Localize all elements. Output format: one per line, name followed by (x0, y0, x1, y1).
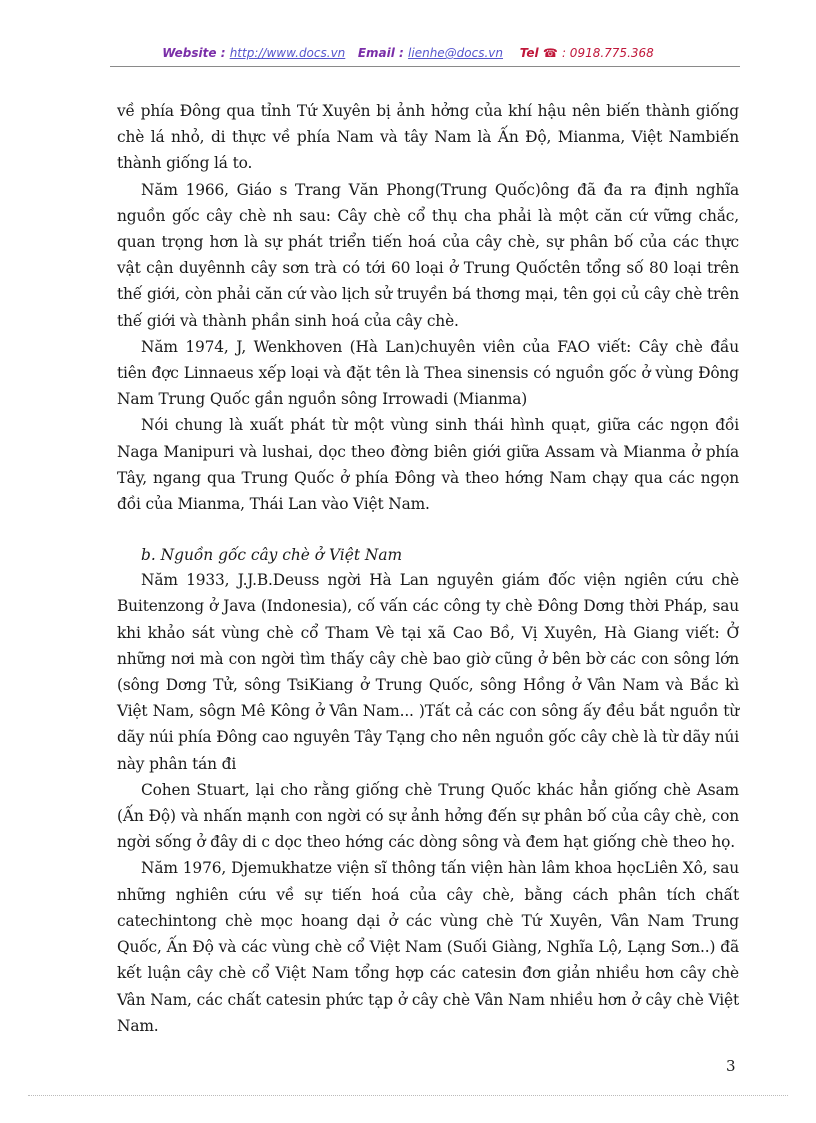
email-link[interactable]: lienhe@docs.vn (408, 46, 504, 60)
document-body (117, 98, 739, 1039)
paragraph-2: Năm 1966, Giáo s Trang Văn Phong(Trung Quốc)ông đã đa ra định nghĩa nguồn gốc cây chè nh sau: Cây chè cổ thụ cha phải là một căn cứ vững chắc, quan trọng hơn là sự phát triển tiến hoá của cây chè, sự phân bố của các thực vật cận duyênnh cây sơn trà có tới 60 loại ở Trung Quốctên tổng số 80 loại trên thế giới, còn phải căn cứ vào lịch sử truyền bá thơng mại, tên gọi củ cây chè trên thế giới và thành phần sinh hoá của cây chè. (117, 180, 739, 330)
section-heading: b. Nguồn gốc cây chè ở Việt Nam (141, 546, 403, 565)
website-label: Website : (162, 46, 226, 60)
paragraph-3: Năm 1974, J, Wenkhoven (Hà Lan)chuyên viên của FAO viết: Cây chè đầu tiên đợc Linnaeus xếp loại và đặt tên là Thea sinensis có nguồn gốc ở vùng Đông Nam Trung Quốc gần nguồn sông Irrowadi (Mianma) (117, 337, 739, 409)
header-divider (110, 66, 740, 67)
paragraph-7: Năm 1976, Djemukhatze viện sĩ thông tấn viện hàn lâm khoa họcLiên Xô, sau những nghiên cứu về sự tiến hoá của cây chè, bằng cách phân tích chất catechintong chè mọc hoang dại ở các vùng chè Tứ Xuyên, Vân Nam Trung Quốc, Ấn Độ và các vùng chè cổ Việt Nam (Suối Giàng, Nghĩa Lộ, Lạng Sơn..) đã kết luận cây chè cổ Việt Nam tổng hợp các catesin đơn giản nhiều hơn cây chè Vân Nam, các chất catesin phức tạp ở cây chè Vân Nam nhiều hơn ở cây chè Việt Nam. (117, 859, 739, 1035)
tel-value: : 0918.775.368 (561, 46, 654, 60)
paragraph-6: Cohen Stuart, lại cho rằng giống chè Trung Quốc khác hẳn giống chè Asam (Ấn Độ) và nhấn mạnh con ngời có sự ảnh hởng đến sự phân bố của cây chè, con ngời sống ở đây di c dọc theo hớng các dòng sông và đem hạt giống chè theo họ. (117, 780, 739, 852)
email-label: Email : (357, 46, 404, 60)
tel-label: Tel (519, 46, 539, 60)
paragraph-4: Nói chung là xuất phát từ một vùng sinh thái hình quạt, giữa các ngọn đồi Naga Manipuri và lushai, dọc theo đờng biên giới giữa Assam và Mianma ở phía Tây, ngang qua Trung Quốc ở phía Đông và theo hớng Nam chạy qua các ngọn đồi của Mianma, Thái Lan vào Việt Nam. (117, 416, 739, 514)
page-number: 3 (726, 1057, 736, 1075)
paragraph-5: Năm 1933, J.J.B.Deuss ngời Hà Lan nguyên giám đốc viện ngiên cứu chè Buitenzong ở Java (Indonesia), cố vấn các công ty chè Đông Dơng thời Pháp, sau khi khảo sát vùng chè cổ Tham Vè tại xã Cao Bồ, Vị Xuyên, Hà Giang viết: Ở những nơi mà con ngời tìm thấy cây chè bao giờ cũng ở bên bờ các con sông lớn (sông Dơng Tử, sông TsiKiang ở Trung Quốc, sông Hồng ở Vân Nam và Bắc kì Việt Nam, sôgn Mê Kông ở Vân Nam... )Tất cả các con sông ấy đều bắt nguồn từ dãy núi phía Đông cao nguyên Tây Tạng cho nên nguồn gốc cây chè là từ dãy núi này phân tán đi (117, 571, 739, 773)
footer-divider (28, 1095, 788, 1096)
paragraph-1: về phía Đông qua tỉnh Tứ Xuyên bị ảnh hởng của khí hậu nên biến thành giống chè lá nhỏ, di thực về phía Nam và tây Nam là Ấn Độ, Mianma, Việt Nambiến thành giống lá to. (117, 102, 739, 173)
phone-icon: ☎ (542, 46, 558, 60)
page-header (0, 46, 816, 60)
website-link[interactable]: http://www.docs.vn (229, 46, 346, 60)
